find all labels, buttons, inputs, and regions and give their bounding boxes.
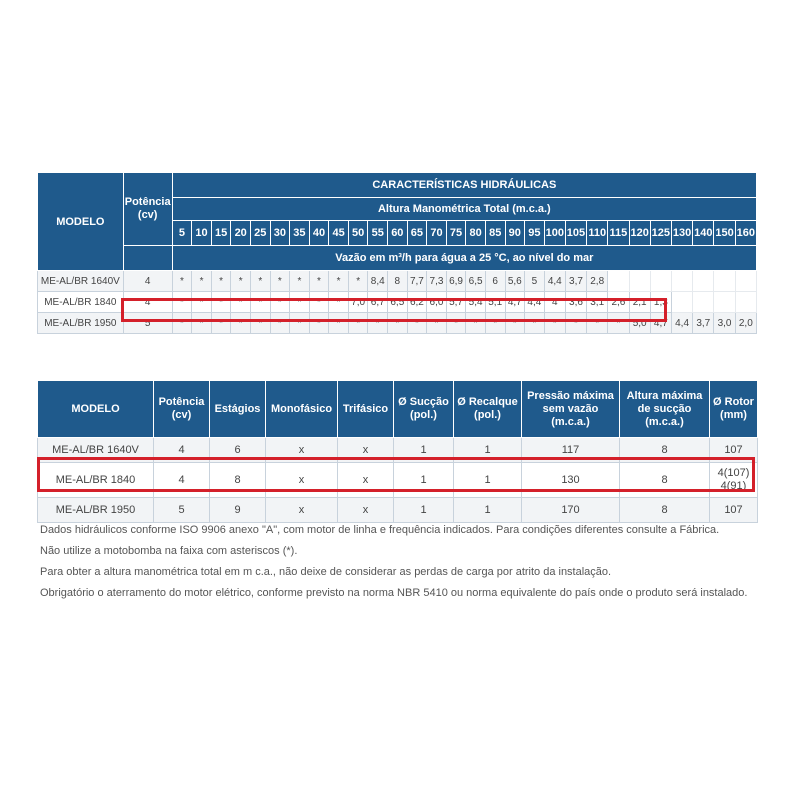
- table-row: [38, 463, 758, 498]
- rotor-cell: [710, 438, 758, 463]
- rotor-value: 107: [724, 443, 743, 456]
- head-value: 140: [693, 221, 714, 246]
- flow-cell: *: [290, 292, 310, 313]
- flow-cell: 3,6: [565, 292, 586, 313]
- head-value: 50: [348, 221, 368, 246]
- discharge-cell: 1: [454, 438, 522, 463]
- flow-cell: [671, 271, 692, 292]
- mono-cell: x: [266, 438, 338, 463]
- flow-cell: 7,3: [427, 271, 447, 292]
- power-cell: 5: [123, 313, 172, 334]
- mono-cell: x: [266, 463, 338, 498]
- flow-cell: *: [608, 313, 629, 334]
- flow-cell: 1,3: [650, 292, 671, 313]
- head-value: 25: [250, 221, 270, 246]
- head-value: 85: [485, 221, 505, 246]
- flow-cell: *: [172, 292, 192, 313]
- head-value: 130: [671, 221, 692, 246]
- flow-cell: [629, 271, 650, 292]
- flow-cell: *: [587, 313, 608, 334]
- max-pressure-header: Pressão máxima sem vazão (m.c.a.): [522, 381, 620, 438]
- discharge-cell: 1: [454, 498, 522, 523]
- flow-cell: 2,1: [629, 292, 650, 313]
- rotor-value: 4(107): [717, 467, 750, 479]
- table-row: [38, 271, 757, 292]
- flow-cell: *: [329, 313, 349, 334]
- flow-cell: *: [270, 271, 290, 292]
- flow-cell: 7,0: [348, 292, 368, 313]
- technical-specifications-table: [37, 380, 758, 523]
- hydraulic-title: CARACTERÍSTICAS HIDRÁULICAS: [172, 173, 756, 198]
- model-cell: ME-AL/BR 1640V: [38, 271, 124, 292]
- table-row: [38, 292, 757, 313]
- flow-cell: *: [211, 271, 231, 292]
- head-value: 95: [525, 221, 545, 246]
- head-value: 15: [211, 221, 231, 246]
- single-phase-header: Monofásico: [266, 381, 338, 438]
- flow-cell: 6,9: [446, 271, 466, 292]
- head-value: 40: [309, 221, 329, 246]
- flow-cell: [714, 292, 735, 313]
- flow-cell: 6,0: [427, 292, 447, 313]
- mono-cell: x: [266, 498, 338, 523]
- flow-cell: [693, 292, 714, 313]
- discharge-cell: 1: [454, 463, 522, 498]
- head-value: 35: [290, 221, 310, 246]
- flow-cell: *: [309, 313, 329, 334]
- flow-cell: 5,1: [485, 292, 505, 313]
- flow-cell: *: [290, 313, 310, 334]
- flow-cell: *: [250, 292, 270, 313]
- flow-cell: 4,7: [505, 292, 525, 313]
- flow-cell: *: [329, 271, 349, 292]
- hydraulic-characteristics-table: [37, 172, 757, 334]
- flow-cell: 2,8: [587, 271, 608, 292]
- note-head-loss: Para obter a altura manométrica total em m c.a., não deixe de considerar as perdas de carga por atrito da instalação.: [40, 566, 612, 578]
- flow-cell: 6: [485, 271, 505, 292]
- rotor-value: 107: [724, 503, 743, 516]
- power-header-part: (cv): [137, 209, 158, 221]
- flow-cell: *: [348, 313, 368, 334]
- flow-cell: 3,0: [714, 313, 735, 334]
- flow-cell: *: [172, 313, 192, 334]
- power-header: [123, 173, 172, 246]
- flow-cell: *: [172, 271, 192, 292]
- flow-cell: *: [446, 313, 466, 334]
- flow-cell: *: [407, 313, 427, 334]
- flow-cell: *: [427, 313, 447, 334]
- flow-cell: 5,0: [629, 313, 650, 334]
- flow-cell: 2,0: [735, 313, 756, 334]
- flow-cell: *: [192, 313, 212, 334]
- notes: [40, 520, 770, 604]
- head-value: 60: [388, 221, 408, 246]
- power-cell: 4: [154, 463, 210, 498]
- tri-cell: x: [338, 438, 394, 463]
- table-row: [38, 313, 757, 334]
- flow-cell: 5,7: [446, 292, 466, 313]
- flow-cell: *: [485, 313, 505, 334]
- table-row: [38, 438, 758, 463]
- flow-cell: *: [211, 292, 231, 313]
- flow-cell: *: [565, 313, 586, 334]
- flow-cell: 8: [388, 271, 408, 292]
- height-cell: 8: [620, 498, 710, 523]
- pressure-cell: 170: [522, 498, 620, 523]
- flow-cell: *: [329, 292, 349, 313]
- head-value: 90: [505, 221, 525, 246]
- flow-cell: 5,6: [505, 271, 525, 292]
- model-header: MODELO: [38, 381, 154, 438]
- flow-caption: Vazão em m³/h para água a 25 °C, ao nível do mar: [172, 246, 756, 271]
- head-subtitle: Altura Manométrica Total (m.c.a.): [172, 198, 756, 221]
- flow-cell: 3,7: [693, 313, 714, 334]
- tri-cell: x: [338, 498, 394, 523]
- head-value: 20: [231, 221, 251, 246]
- model-cell: ME-AL/BR 1640V: [38, 438, 154, 463]
- flow-cell: [671, 292, 692, 313]
- head-value: 10: [192, 221, 212, 246]
- power-cell: 5: [154, 498, 210, 523]
- flow-cell: 4,7: [650, 313, 671, 334]
- model-header: MODELO: [38, 173, 124, 271]
- rotor-cell: [710, 463, 758, 498]
- rotor-value-secondary: 4(91): [720, 480, 747, 492]
- model-cell: ME-AL/BR 1840: [38, 463, 154, 498]
- head-value: 100: [544, 221, 565, 246]
- head-value: 55: [368, 221, 388, 246]
- rotor-cell: [710, 498, 758, 523]
- pressure-cell: 130: [522, 463, 620, 498]
- stages-cell: 9: [210, 498, 266, 523]
- flow-cell: *: [211, 313, 231, 334]
- stages-cell: 8: [210, 463, 266, 498]
- head-value: 115: [608, 221, 629, 246]
- flow-cell: 5,4: [466, 292, 486, 313]
- suction-cell: 1: [394, 498, 454, 523]
- note-iso: Dados hidráulicos conforme ISO 9906 anexo "A", com motor de linha e frequência indicados. Para condições diferentes consulte a Fábrica.: [40, 524, 720, 536]
- flow-cell: 4,4: [525, 292, 545, 313]
- flow-cell: *: [525, 313, 545, 334]
- flow-cell: *: [192, 292, 212, 313]
- tri-cell: x: [338, 463, 394, 498]
- flow-cell: [608, 271, 629, 292]
- model-cell: ME-AL/BR 1950: [38, 313, 124, 334]
- flow-cell: 7,7: [407, 271, 427, 292]
- head-value: 65: [407, 221, 427, 246]
- flow-cell: *: [290, 271, 310, 292]
- flow-cell: 3,7: [565, 271, 586, 292]
- flow-cell: *: [231, 313, 251, 334]
- suction-cell: 1: [394, 463, 454, 498]
- flow-cell: 2,6: [608, 292, 629, 313]
- suction-cell: 1: [394, 438, 454, 463]
- power-header-blank: [123, 246, 172, 271]
- note-grounding: Obrigatório o aterramento do motor elétrico, conforme previsto na norma NBR 5410 ou norma equivalente do país onde o produto será instalado.: [40, 587, 748, 599]
- flow-cell: 6,5: [466, 271, 486, 292]
- stages-header: Estágios: [210, 381, 266, 438]
- max-suction-height-header: Altura máxima de sucção (m.c.a.): [620, 381, 710, 438]
- flow-cell: *: [348, 271, 368, 292]
- head-value: 75: [446, 221, 466, 246]
- flow-cell: *: [270, 313, 290, 334]
- flow-cell: 8,4: [368, 271, 388, 292]
- flow-cell: *: [309, 292, 329, 313]
- three-phase-header: Trifásico: [338, 381, 394, 438]
- flow-cell: *: [270, 292, 290, 313]
- flow-cell: 6,7: [368, 292, 388, 313]
- flow-cell: 4,4: [544, 271, 565, 292]
- flow-cell: 4: [544, 292, 565, 313]
- suction-header: Ø Sucção (pol.): [394, 381, 454, 438]
- power-cell: 4: [123, 271, 172, 292]
- flow-cell: *: [231, 271, 251, 292]
- head-value: 80: [466, 221, 486, 246]
- head-value: 5: [172, 221, 192, 246]
- head-value: 125: [650, 221, 671, 246]
- flow-cell: *: [231, 292, 251, 313]
- head-value: 45: [329, 221, 349, 246]
- flow-cell: [735, 292, 756, 313]
- power-header-part: Potência: [124, 196, 171, 208]
- flow-cell: [735, 271, 756, 292]
- head-value: 120: [629, 221, 650, 246]
- power-header: Potência (cv): [154, 381, 210, 438]
- flow-cell: *: [368, 313, 388, 334]
- head-value: 110: [587, 221, 608, 246]
- power-cell: 4: [154, 438, 210, 463]
- flow-cell: *: [466, 313, 486, 334]
- model-cell: ME-AL/BR 1950: [38, 498, 154, 523]
- head-value: 30: [270, 221, 290, 246]
- flow-cell: *: [544, 313, 565, 334]
- pressure-cell: 117: [522, 438, 620, 463]
- head-value: 70: [427, 221, 447, 246]
- head-value: 160: [735, 221, 756, 246]
- flow-cell: 3,1: [587, 292, 608, 313]
- note-asterisk: Não utilize a motobomba na faixa com asteriscos (*).: [40, 545, 298, 557]
- flow-cell: *: [388, 313, 408, 334]
- flow-cell: 5: [525, 271, 545, 292]
- flow-cell: 6,2: [407, 292, 427, 313]
- flow-cell: *: [250, 313, 270, 334]
- head-value: 150: [714, 221, 735, 246]
- flow-cell: [714, 271, 735, 292]
- stages-cell: 6: [210, 438, 266, 463]
- flow-cell: [693, 271, 714, 292]
- head-value: 105: [565, 221, 586, 246]
- flow-cell: 4,4: [671, 313, 692, 334]
- height-cell: 8: [620, 463, 710, 498]
- table-row: [38, 498, 758, 523]
- flow-cell: *: [192, 271, 212, 292]
- flow-cell: *: [250, 271, 270, 292]
- power-cell: 4: [123, 292, 172, 313]
- model-cell: ME-AL/BR 1840: [38, 292, 124, 313]
- flow-cell: *: [309, 271, 329, 292]
- flow-cell: 6,5: [388, 292, 408, 313]
- height-cell: 8: [620, 438, 710, 463]
- discharge-header: Ø Recalque (pol.): [454, 381, 522, 438]
- flow-cell: *: [505, 313, 525, 334]
- rotor-header: Ø Rotor (mm): [710, 381, 758, 438]
- flow-cell: [650, 271, 671, 292]
